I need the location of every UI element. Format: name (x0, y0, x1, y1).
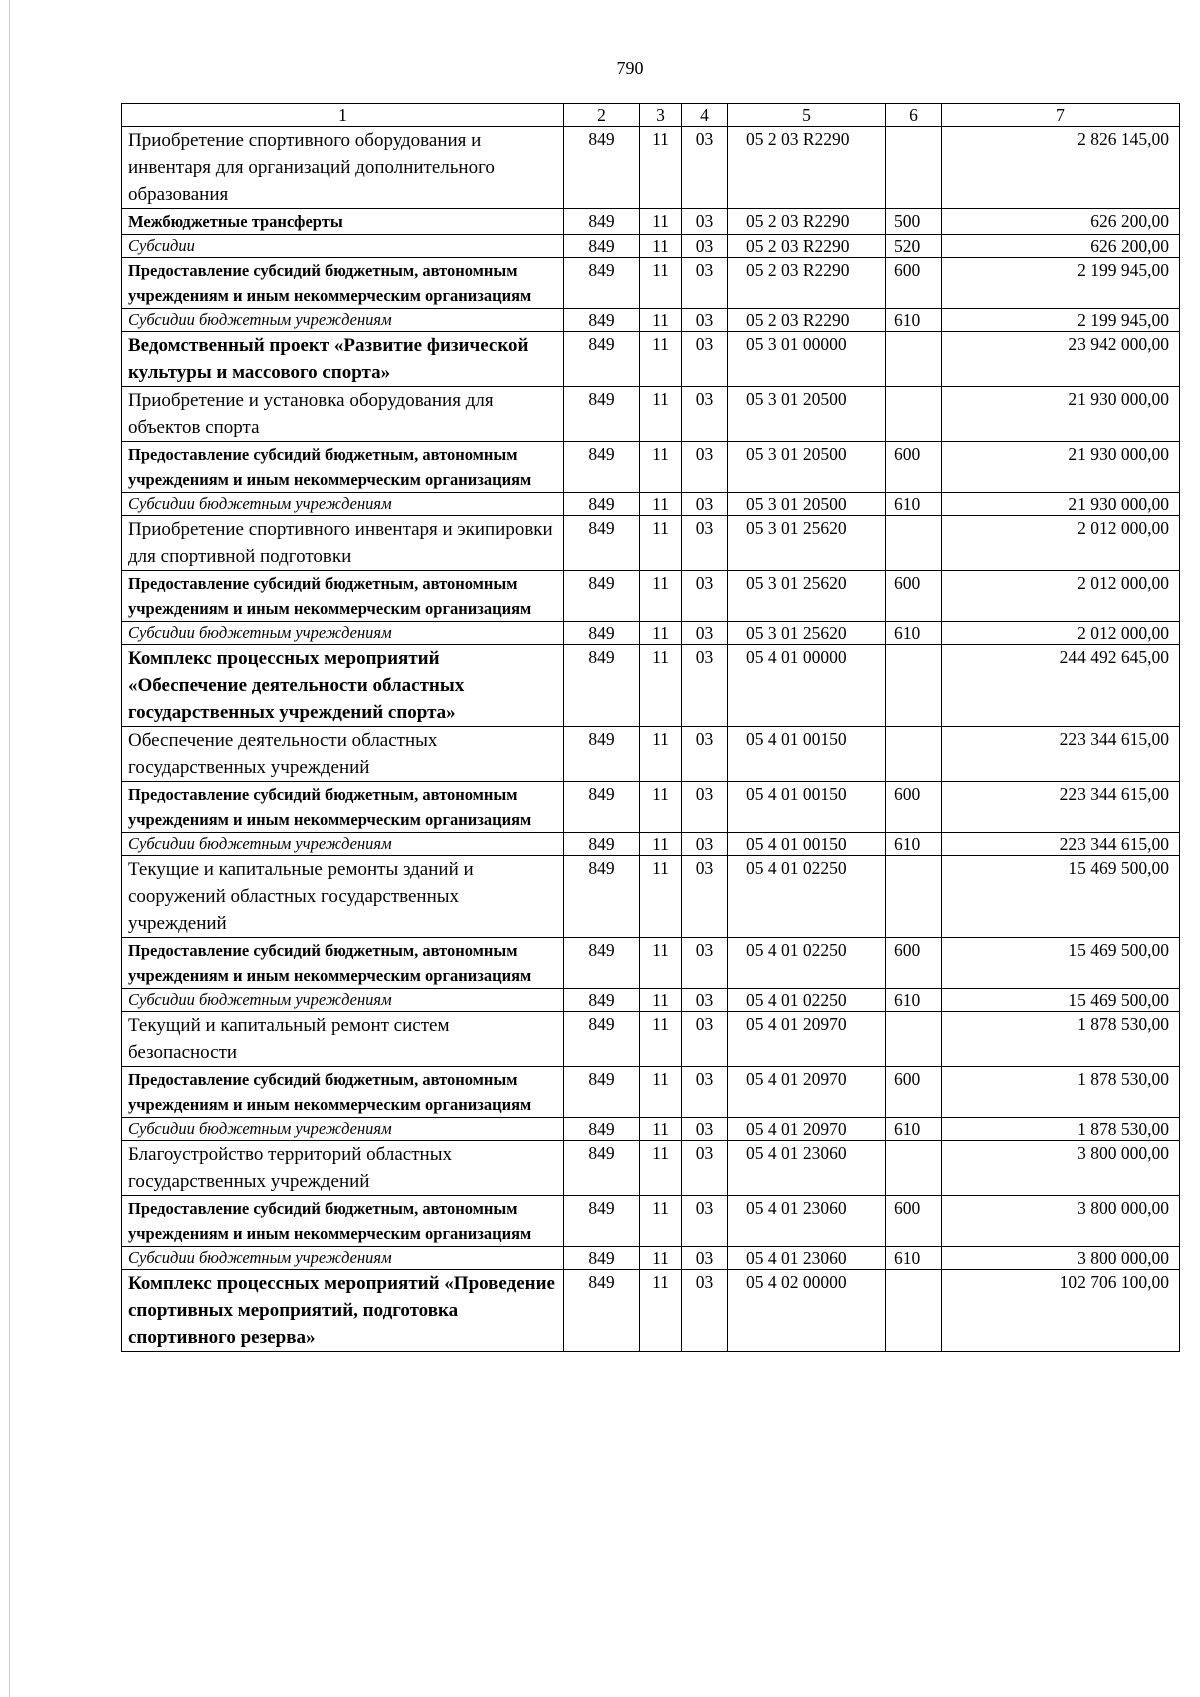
expense-type-cell: 600 (886, 258, 942, 309)
table-row (122, 1196, 1180, 1247)
subsection-code-cell: 03 (682, 856, 728, 938)
target-article-cell: 05 4 01 02250 (728, 938, 886, 989)
subsection-code-cell: 03 (682, 209, 728, 235)
subsection-code-cell: 03 (682, 622, 728, 645)
section-code-cell: 11 (640, 127, 682, 209)
section-code-cell: 11 (640, 332, 682, 387)
header-col-1: 1 (122, 104, 564, 127)
section-code-cell: 11 (640, 387, 682, 442)
table-body (122, 127, 1180, 1352)
section-code-cell: 11 (640, 938, 682, 989)
target-article-cell: 05 2 03 R2290 (728, 235, 886, 258)
target-article-cell: 05 4 01 02250 (728, 856, 886, 938)
expense-type-cell: 610 (886, 1247, 942, 1270)
expense-type-cell: 600 (886, 1196, 942, 1247)
item-name-cell: Субсидии бюджетным учреждениям (122, 989, 564, 1012)
amount-cell: 2 199 945,00 (942, 309, 1180, 332)
item-name-cell: Предоставление субсидий бюджетным, автономным учреждениям и иным некоммерческим организациям (122, 938, 564, 989)
amount-cell: 626 200,00 (942, 235, 1180, 258)
subsection-code-cell: 03 (682, 258, 728, 309)
target-article-cell: 05 3 01 00000 (728, 332, 886, 387)
table-row (122, 235, 1180, 258)
ministry-code-cell: 849 (564, 782, 640, 833)
ministry-code-cell: 849 (564, 1270, 640, 1352)
expense-type-cell: 610 (886, 493, 942, 516)
expense-type-cell: 600 (886, 571, 942, 622)
ministry-code-cell: 849 (564, 571, 640, 622)
section-code-cell: 11 (640, 782, 682, 833)
table-row (122, 1012, 1180, 1067)
section-code-cell: 11 (640, 258, 682, 309)
expense-type-cell: 610 (886, 833, 942, 856)
amount-cell: 21 930 000,00 (942, 387, 1180, 442)
item-name-cell: Субсидии бюджетным учреждениям (122, 309, 564, 332)
subsection-code-cell: 03 (682, 1141, 728, 1196)
table-row (122, 309, 1180, 332)
item-name-cell: Предоставление субсидий бюджетным, автономным учреждениям и иным некоммерческим организациям (122, 782, 564, 833)
header-col-2: 2 (564, 104, 640, 127)
expense-type-cell: 600 (886, 442, 942, 493)
item-name-cell: Приобретение спортивного оборудования и инвентаря для организаций дополнительного образования (122, 127, 564, 209)
section-code-cell: 11 (640, 571, 682, 622)
ministry-code-cell: 849 (564, 493, 640, 516)
ministry-code-cell: 849 (564, 1067, 640, 1118)
subsection-code-cell: 03 (682, 1067, 728, 1118)
header-col-6: 6 (886, 104, 942, 127)
target-article-cell: 05 2 03 R2290 (728, 209, 886, 235)
budget-table (121, 103, 1180, 1352)
ministry-code-cell: 849 (564, 856, 640, 938)
table-row (122, 1067, 1180, 1118)
amount-cell: 244 492 645,00 (942, 645, 1180, 727)
item-name-cell: Обеспечение деятельности областных государственных учреждений (122, 727, 564, 782)
ministry-code-cell: 849 (564, 442, 640, 493)
item-name-cell: Предоставление субсидий бюджетным, автономным учреждениям и иным некоммерческим организациям (122, 1067, 564, 1118)
expense-type-cell (886, 727, 942, 782)
target-article-cell: 05 3 01 25620 (728, 571, 886, 622)
amount-cell: 2 012 000,00 (942, 516, 1180, 571)
table-row (122, 856, 1180, 938)
amount-cell: 3 800 000,00 (942, 1247, 1180, 1270)
subsection-code-cell: 03 (682, 493, 728, 516)
ministry-code-cell: 849 (564, 727, 640, 782)
expense-type-cell: 610 (886, 309, 942, 332)
target-article-cell: 05 4 01 20970 (728, 1012, 886, 1067)
target-article-cell: 05 4 01 02250 (728, 989, 886, 1012)
target-article-cell: 05 3 01 25620 (728, 622, 886, 645)
table-row (122, 622, 1180, 645)
subsection-code-cell: 03 (682, 1012, 728, 1067)
section-code-cell: 11 (640, 1067, 682, 1118)
page-number: 790 (616, 58, 644, 78)
header-row (122, 104, 1180, 127)
subsection-code-cell: 03 (682, 989, 728, 1012)
target-article-cell: 05 4 01 23060 (728, 1196, 886, 1247)
amount-cell: 2 012 000,00 (942, 622, 1180, 645)
item-name-cell: Текущий и капитальный ремонт систем безопасности (122, 1012, 564, 1067)
section-code-cell: 11 (640, 209, 682, 235)
ministry-code-cell: 849 (564, 1118, 640, 1141)
table-row (122, 833, 1180, 856)
ministry-code-cell: 849 (564, 645, 640, 727)
section-code-cell: 11 (640, 989, 682, 1012)
item-name-cell: Благоустройство территорий областных государственных учреждений (122, 1141, 564, 1196)
subsection-code-cell: 03 (682, 516, 728, 571)
item-name-cell: Приобретение и установка оборудования для объектов спорта (122, 387, 564, 442)
expense-type-cell: 610 (886, 1118, 942, 1141)
target-article-cell: 05 3 01 20500 (728, 387, 886, 442)
subsection-code-cell: 03 (682, 833, 728, 856)
amount-cell: 1 878 530,00 (942, 1012, 1180, 1067)
ministry-code-cell: 849 (564, 235, 640, 258)
target-article-cell: 05 2 03 R2290 (728, 127, 886, 209)
target-article-cell: 05 3 01 20500 (728, 442, 886, 493)
section-code-cell: 11 (640, 516, 682, 571)
expense-type-cell (886, 1270, 942, 1352)
expense-type-cell: 610 (886, 622, 942, 645)
table-row (122, 989, 1180, 1012)
item-name-cell: Межбюджетные трансферты (122, 209, 564, 235)
section-code-cell: 11 (640, 833, 682, 856)
target-article-cell: 05 4 02 00000 (728, 1270, 886, 1352)
target-article-cell: 05 4 01 23060 (728, 1247, 886, 1270)
target-article-cell: 05 4 01 00150 (728, 727, 886, 782)
expense-type-cell (886, 387, 942, 442)
expense-type-cell: 500 (886, 209, 942, 235)
expense-type-cell (886, 645, 942, 727)
ministry-code-cell: 849 (564, 1196, 640, 1247)
item-name-cell: Предоставление субсидий бюджетным, автономным учреждениям и иным некоммерческим организациям (122, 258, 564, 309)
item-name-cell: Предоставление субсидий бюджетным, автономным учреждениям и иным некоммерческим организациям (122, 442, 564, 493)
subsection-code-cell: 03 (682, 645, 728, 727)
expense-type-cell: 600 (886, 1067, 942, 1118)
ministry-code-cell: 849 (564, 833, 640, 856)
amount-cell: 2 826 145,00 (942, 127, 1180, 209)
ministry-code-cell: 849 (564, 989, 640, 1012)
expense-type-cell (886, 1141, 942, 1196)
expense-type-cell (886, 856, 942, 938)
item-name-cell: Комплекс процессных мероприятий «Проведение спортивных мероприятий, подготовка спортивного резерва» (122, 1270, 564, 1352)
amount-cell: 2 012 000,00 (942, 571, 1180, 622)
expense-type-cell: 610 (886, 989, 942, 1012)
ministry-code-cell: 849 (564, 209, 640, 235)
subsection-code-cell: 03 (682, 387, 728, 442)
item-name-cell: Комплекс процессных мероприятий «Обеспечение деятельности областных государственных учреждений спорта» (122, 645, 564, 727)
amount-cell: 15 469 500,00 (942, 989, 1180, 1012)
target-article-cell: 05 3 01 25620 (728, 516, 886, 571)
section-code-cell: 11 (640, 622, 682, 645)
scan-edge-line (9, 0, 10, 1697)
table-row (122, 645, 1180, 727)
amount-cell: 3 800 000,00 (942, 1196, 1180, 1247)
section-code-cell: 11 (640, 1118, 682, 1141)
item-name-cell: Субсидии бюджетным учреждениям (122, 493, 564, 516)
ministry-code-cell: 849 (564, 258, 640, 309)
amount-cell: 1 878 530,00 (942, 1067, 1180, 1118)
ministry-code-cell: 849 (564, 516, 640, 571)
amount-cell: 23 942 000,00 (942, 332, 1180, 387)
section-code-cell: 11 (640, 1141, 682, 1196)
subsection-code-cell: 03 (682, 782, 728, 833)
section-code-cell: 11 (640, 493, 682, 516)
subsection-code-cell: 03 (682, 332, 728, 387)
table-row (122, 727, 1180, 782)
ministry-code-cell: 849 (564, 1012, 640, 1067)
table-row (122, 493, 1180, 516)
header-col-4: 4 (682, 104, 728, 127)
section-code-cell: 11 (640, 1196, 682, 1247)
amount-cell: 1 878 530,00 (942, 1118, 1180, 1141)
subsection-code-cell: 03 (682, 1118, 728, 1141)
subsection-code-cell: 03 (682, 442, 728, 493)
expense-type-cell: 600 (886, 938, 942, 989)
target-article-cell: 05 4 01 00150 (728, 782, 886, 833)
section-code-cell: 11 (640, 442, 682, 493)
expense-type-cell (886, 127, 942, 209)
amount-cell: 3 800 000,00 (942, 1141, 1180, 1196)
target-article-cell: 05 4 01 23060 (728, 1141, 886, 1196)
table-row (122, 127, 1180, 209)
table-row (122, 571, 1180, 622)
table-row (122, 258, 1180, 309)
item-name-cell: Субсидии бюджетным учреждениям (122, 1247, 564, 1270)
table-row (122, 782, 1180, 833)
target-article-cell: 05 4 01 00150 (728, 833, 886, 856)
amount-cell: 15 469 500,00 (942, 856, 1180, 938)
subsection-code-cell: 03 (682, 938, 728, 989)
target-article-cell: 05 3 01 20500 (728, 493, 886, 516)
amount-cell: 223 344 615,00 (942, 727, 1180, 782)
section-code-cell: 11 (640, 727, 682, 782)
subsection-code-cell: 03 (682, 1270, 728, 1352)
amount-cell: 2 199 945,00 (942, 258, 1180, 309)
item-name-cell: Субсидии бюджетным учреждениям (122, 622, 564, 645)
target-article-cell: 05 2 03 R2290 (728, 309, 886, 332)
amount-cell: 626 200,00 (942, 209, 1180, 235)
expense-type-cell (886, 332, 942, 387)
ministry-code-cell: 849 (564, 332, 640, 387)
expense-type-cell (886, 1012, 942, 1067)
target-article-cell: 05 2 03 R2290 (728, 258, 886, 309)
table-row (122, 1118, 1180, 1141)
subsection-code-cell: 03 (682, 727, 728, 782)
table-row (122, 442, 1180, 493)
item-name-cell: Субсидии бюджетным учреждениям (122, 1118, 564, 1141)
item-name-cell: Текущие и капитальные ремонты зданий и сооружений областных государственных учреждений (122, 856, 564, 938)
section-code-cell: 11 (640, 645, 682, 727)
item-name-cell: Ведомственный проект «Развитие физической культуры и массового спорта» (122, 332, 564, 387)
amount-cell: 223 344 615,00 (942, 833, 1180, 856)
amount-cell: 21 930 000,00 (942, 442, 1180, 493)
amount-cell: 15 469 500,00 (942, 938, 1180, 989)
table-row (122, 332, 1180, 387)
subsection-code-cell: 03 (682, 235, 728, 258)
section-code-cell: 11 (640, 1247, 682, 1270)
item-name-cell: Предоставление субсидий бюджетным, автономным учреждениям и иным некоммерческим организациям (122, 1196, 564, 1247)
amount-cell: 102 706 100,00 (942, 1270, 1180, 1352)
table-row (122, 938, 1180, 989)
item-name-cell: Предоставление субсидий бюджетным, автономным учреждениям и иным некоммерческим организациям (122, 571, 564, 622)
item-name-cell: Субсидии бюджетным учреждениям (122, 833, 564, 856)
subsection-code-cell: 03 (682, 1196, 728, 1247)
target-article-cell: 05 4 01 20970 (728, 1067, 886, 1118)
ministry-code-cell: 849 (564, 387, 640, 442)
section-code-cell: 11 (640, 1012, 682, 1067)
table-row (122, 209, 1180, 235)
amount-cell: 21 930 000,00 (942, 493, 1180, 516)
ministry-code-cell: 849 (564, 1247, 640, 1270)
section-code-cell: 11 (640, 1270, 682, 1352)
ministry-code-cell: 849 (564, 1141, 640, 1196)
header-col-3: 3 (640, 104, 682, 127)
ministry-code-cell: 849 (564, 127, 640, 209)
table-row (122, 1141, 1180, 1196)
subsection-code-cell: 03 (682, 309, 728, 332)
expense-type-cell: 600 (886, 782, 942, 833)
ministry-code-cell: 849 (564, 622, 640, 645)
table-row (122, 1270, 1180, 1352)
item-name-cell: Субсидии (122, 235, 564, 258)
subsection-code-cell: 03 (682, 127, 728, 209)
target-article-cell: 05 4 01 00000 (728, 645, 886, 727)
subsection-code-cell: 03 (682, 1247, 728, 1270)
table-row (122, 516, 1180, 571)
expense-type-cell: 520 (886, 235, 942, 258)
item-name-cell: Приобретение спортивного инвентаря и экипировки для спортивной подготовки (122, 516, 564, 571)
header-col-5: 5 (728, 104, 886, 127)
target-article-cell: 05 4 01 20970 (728, 1118, 886, 1141)
table-row (122, 387, 1180, 442)
section-code-cell: 11 (640, 856, 682, 938)
table-row (122, 1247, 1180, 1270)
section-code-cell: 11 (640, 235, 682, 258)
section-code-cell: 11 (640, 309, 682, 332)
ministry-code-cell: 849 (564, 309, 640, 332)
amount-cell: 223 344 615,00 (942, 782, 1180, 833)
header-col-7: 7 (942, 104, 1180, 127)
expense-type-cell (886, 516, 942, 571)
ministry-code-cell: 849 (564, 938, 640, 989)
subsection-code-cell: 03 (682, 571, 728, 622)
